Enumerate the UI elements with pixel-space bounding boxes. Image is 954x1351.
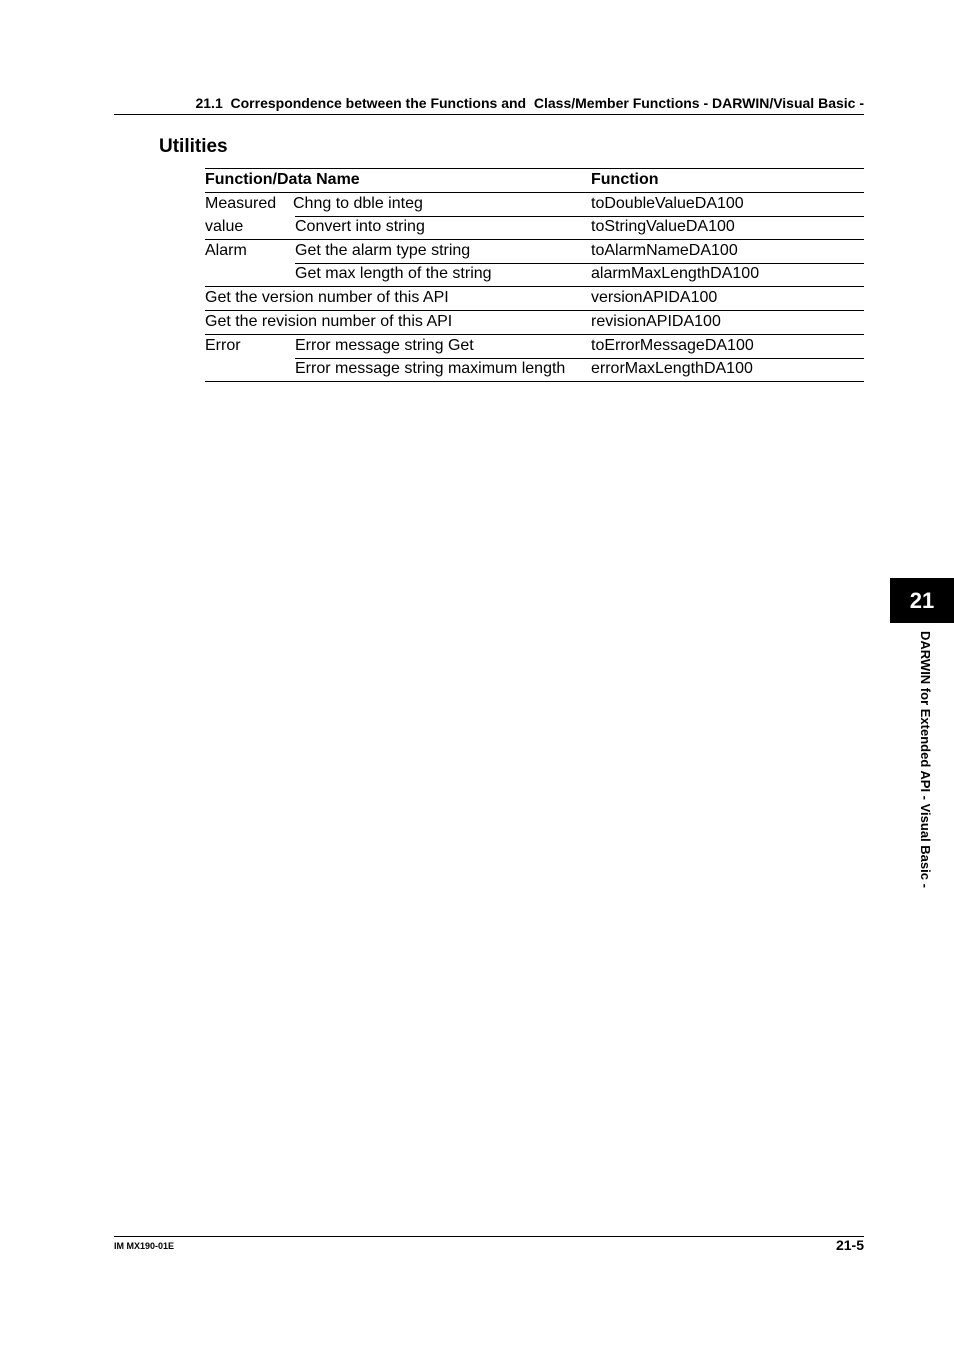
row-function-name: errorMaxLengthDA100 xyxy=(591,360,753,377)
table-row xyxy=(205,311,864,335)
row-group-label: Get the revision number of this API xyxy=(205,313,453,330)
row-group-label: Error xyxy=(205,337,241,354)
column-header-name: Function/Data Name xyxy=(205,171,360,188)
row-group-label: Get the version number of this API xyxy=(205,289,449,306)
row-item-label: Error message string Get xyxy=(295,337,474,354)
row-item-label: Get the alarm type string xyxy=(295,242,471,259)
table-row xyxy=(205,216,864,240)
section-title: Utilities xyxy=(159,136,228,157)
footer-doc-id: IM MX190-01E xyxy=(114,1241,175,1251)
footer-page-number: 21-5 xyxy=(835,1237,864,1253)
row-function-name: alarmMaxLengthDA100 xyxy=(591,265,760,282)
row-function-name: versionAPIDA100 xyxy=(591,289,718,306)
row-group-label: Measured xyxy=(205,195,277,212)
chapter-tab: 21 xyxy=(890,578,954,623)
table-row xyxy=(205,193,864,216)
running-header: 21.1 Correspondence between the Functions and Class/Member Functions - DARWIN/Visual Basic - xyxy=(195,95,864,111)
row-function-name: revisionAPIDA100 xyxy=(591,313,721,330)
footer-rule xyxy=(114,1236,864,1237)
row-function-name: toDoubleValueDA100 xyxy=(591,195,744,212)
row-item-label: Chng to dble integ xyxy=(293,195,423,212)
row-group-label: Alarm xyxy=(205,242,247,259)
row-function-name: toStringValueDA100 xyxy=(591,218,735,235)
row-item-label: Convert into string xyxy=(295,218,425,235)
column-header-function: Function xyxy=(591,171,659,188)
table-row xyxy=(205,287,864,311)
header-rule xyxy=(114,114,864,115)
chapter-side-title: DARWIN for Extended API - Visual Basic - xyxy=(918,631,933,888)
row-function-name: toAlarmNameDA100 xyxy=(591,242,738,259)
table-row xyxy=(205,263,864,287)
table-header-row xyxy=(205,168,864,193)
row-item-label: Get max length of the string xyxy=(295,265,492,282)
table-row xyxy=(205,335,864,358)
utilities-table xyxy=(205,168,864,382)
row-function-name: toErrorMessageDA100 xyxy=(591,337,754,354)
row-group-label: value xyxy=(205,218,244,235)
row-item-label: Error message string maximum length xyxy=(295,360,566,377)
table-row xyxy=(205,358,864,382)
table-row xyxy=(205,240,864,263)
